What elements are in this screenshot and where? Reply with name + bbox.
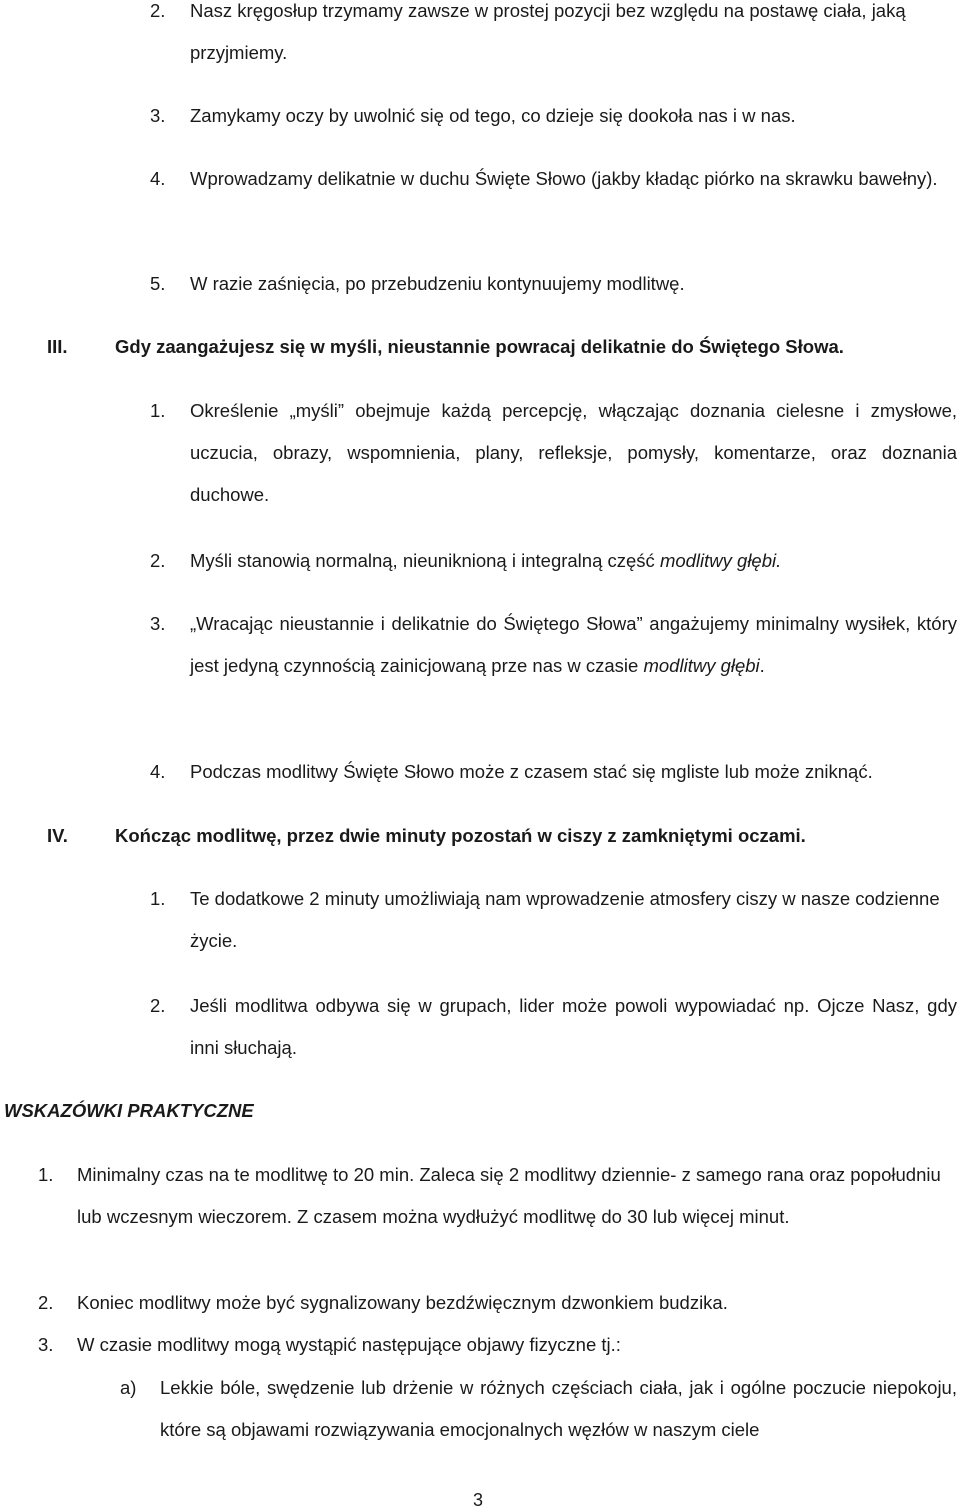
list-item: Określenie „myśli” obejmuje każdą percepcję, włączając doznania cielesne i zmysłowe, uczucia, obrazy, wspomnienia, plany, refleksje, pomysły, komentarze, oraz doznania duchowe.	[190, 400, 957, 505]
list-item-emphasis: modlitwy głębi.	[659, 550, 782, 571]
list-number: 1.	[150, 888, 166, 909]
list-number: 2.	[150, 995, 166, 1016]
list-item-text: „Wracając nieustannie i delikatnie do Świętego Słowa” angażujemy minimalny wysiłek, który jest jedyną czynnością zainicjowaną prze nas w czasie	[190, 613, 957, 676]
list-number: 4.	[150, 168, 166, 189]
list-letter: a)	[120, 1377, 137, 1398]
list-item: Minimalny czas na te modlitwę to 20 min. Zaleca się 2 modlitwy dziennie- z samego rana oraz popołudniu lub wczesnym wieczorem. Z czasem można wydłużyć modlitwę do 30 lub więcej minut.	[77, 1164, 941, 1227]
list-item: Podczas modlitwy Święte Słowo może z czasem stać się mgliste lub może zniknąć.	[190, 761, 873, 782]
list-item: Wprowadzamy delikatnie w duchu Święte Słowo (jakby kładąc piórko na skrawku bawełny).	[190, 168, 938, 189]
list-number: 1.	[150, 400, 166, 421]
list-item: W razie zaśnięcia, po przebudzeniu kontynuujemy modlitwę.	[190, 273, 685, 294]
list-item: Jeśli modlitwa odbywa się w grupach, lider może powoli wypowiadać np. Ojcze Nasz, gdy inni słuchają.	[190, 995, 957, 1058]
list-item: Koniec modlitwy może być sygnalizowany bezdźwięcznym dzwonkiem budzika.	[77, 1292, 728, 1313]
section-heading: Kończąc modlitwę, przez dwie minuty pozostań w ciszy z zamkniętymi oczami.	[115, 825, 806, 846]
list-number: 3.	[150, 613, 166, 634]
list-item-text: Myśli stanowią normalną, nieuniknioną i integralną część	[190, 550, 660, 571]
practical-tips-title: WSKAZÓWKI PRAKTYCZNE	[4, 1100, 254, 1121]
list-item	[190, 603, 957, 687]
list-number: 4.	[150, 761, 166, 782]
section-numeral: III.	[47, 336, 68, 357]
list-number: 5.	[150, 273, 166, 294]
list-item-emphasis: modlitwy głębi	[643, 655, 760, 676]
list-item: Nasz kręgosłup trzymamy zawsze w prostej pozycji bez względu na postawę ciała, jaką przyjmiemy.	[190, 0, 906, 63]
list-number: 3.	[150, 105, 166, 126]
list-number: 2.	[150, 0, 166, 21]
list-number: 1.	[38, 1164, 54, 1185]
list-number: 3.	[38, 1334, 54, 1355]
list-item-tail: .	[759, 655, 765, 676]
list-item: Te dodatkowe 2 minuty umożliwiają nam wprowadzenie atmosfery ciszy w nasze codzienne życie.	[190, 888, 940, 951]
list-item: W czasie modlitwy mogą wystąpić następujące objawy fizyczne tj.:	[77, 1334, 621, 1355]
list-number: 2.	[150, 550, 166, 571]
list-item	[190, 540, 960, 582]
list-number: 2.	[38, 1292, 54, 1313]
section-heading: Gdy zaangażujesz się w myśli, nieustannie powracaj delikatnie do Świętego Słowa.	[115, 336, 844, 357]
list-subitem: Lekkie bóle, swędzenie lub drżenie w różnych częściach ciała, jak i ogólne poczucie niepokoju, które są objawami rozwiązywania emocjonalnych węzłów w naszym ciele	[160, 1377, 957, 1440]
section-numeral: IV.	[47, 825, 68, 846]
page-number: 3	[473, 1490, 484, 1510]
list-item: Zamykamy oczy by uwolnić się od tego, co dzieje się dookoła nas i w nas.	[190, 105, 796, 126]
